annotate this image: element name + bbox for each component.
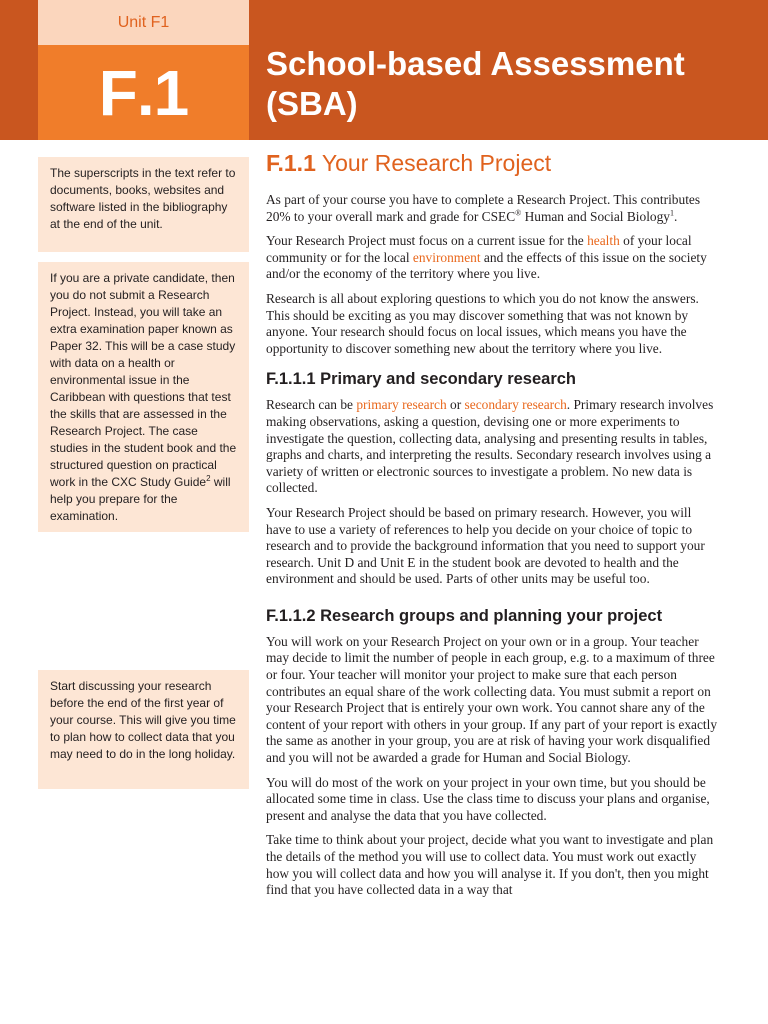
text-run: As part of your course you have to complete a Research Project. This contributes 20% to your overall mark and grade for CSEC	[266, 192, 701, 224]
research-groups-paragraph-3: Take time to think about your project, decide what you want to investigate and plan the details of the method you will use to collect data. You must work out exactly how you will collect data and how you will analyse it. If you don't, then you might find that you have collected data in a way that	[266, 832, 714, 898]
text-run: .	[674, 208, 678, 224]
superscript-ref: 1	[670, 208, 675, 218]
text-run: Your Research Project must focus on a current issue for the	[266, 233, 588, 249]
intro-paragraph-3: Research is all about exploring questions to which you do not know the answers. This should be exciting as you may discover something that was not known by anyone. Your research should focus on local issues, which means you have the opportunity to discover something new about the territory where you live.	[266, 290, 699, 356]
intro-paragraph-2	[266, 233, 718, 283]
keyword-health: health	[587, 233, 620, 249]
section-number: F.1.1	[266, 150, 316, 176]
unit-code-dot: .	[136, 56, 154, 129]
sidebar-note-text: will help you prepare for the examination.	[50, 475, 231, 523]
text-run: Human and Social Biology	[521, 208, 671, 224]
unit-label: Unit F1	[38, 0, 249, 45]
section-heading	[266, 148, 718, 178]
text-run: or	[446, 397, 465, 413]
subsection-heading-primary-secondary: F.1.1.1 Primary and secondary research	[266, 370, 577, 389]
unit-code-number: 1	[153, 56, 189, 129]
registered-mark: ®	[515, 208, 522, 218]
subsection-heading-research-groups: F.1.1.2 Research groups and planning your project	[266, 606, 663, 625]
text-run: . Primary research involves making observations, asking a question, devising one or more experiments to investigate the question, collecting data, analysing and presenting results in tables, graphs and charts, and interpreting the results. Secondary research involves using a variety of written or electronic sources to investigate a problem. No new data is collected.	[266, 397, 714, 496]
keyword-environment: environment	[412, 249, 481, 265]
sidebar-note-text: Start discussing your research before the end of the first year of your course. This will give you time to plan how to collect data that you may need to do in the long holiday.	[50, 679, 236, 761]
superscript-ref: 2	[206, 474, 211, 483]
main-content	[266, 148, 718, 907]
page-title: School-based Assessment (SBA)	[266, 45, 685, 122]
keyword-secondary-research: secondary research	[464, 397, 567, 413]
keyword-primary-research: primary research	[356, 397, 447, 413]
unit-code	[38, 45, 249, 140]
primary-secondary-paragraph-2: Your Research Project should be based on primary research. However, you will have to use a variety of references to help you decide on your choice of topic to research and to provide the background information that you need to support your research. Unit D and Unit E in the student book are devoted to health and the environment and should be used. Parts of other units may be useful too.	[266, 504, 705, 587]
research-groups-paragraph-2: You will do most of the work on your project in your own time, but you should be allocated some time in class. Use the class time to discuss your plans and organise, present and analyse the data that you have collected.	[266, 774, 710, 823]
text-run: of your local community or for the local	[266, 233, 692, 265]
text-run: and the effects of this issue on the society and/or the economy of the territory where you live.	[266, 249, 707, 282]
text-run: Research can be	[266, 397, 357, 413]
sidebar-note-superscripts	[38, 157, 249, 252]
sidebar-note-text: The superscripts in the text refer to documents, books, websites and software listed in the bibliography at the end of the unit.	[50, 166, 236, 231]
sidebar-note-private-candidate	[38, 262, 249, 532]
unit-code-letter: F	[98, 56, 137, 129]
section-title: Your Research Project	[321, 150, 552, 176]
sidebar-note-text: If you are a private candidate, then you do not submit a Research Project. Instead, you will take an extra examination paper known as Paper 32. This will be a case study with data on a health or environmental issue in the Caribbean with questions that test the skills that are assessed in the Research Project. The case studies in the student book and the structured question on practical work in the CXC Study Guide	[50, 271, 237, 489]
intro-paragraph-1	[266, 192, 718, 225]
research-groups-paragraph-1: You will work on your Research Project on your own or in a group. Your teacher may decide to limit the number of people in each group, e.g. to a maximum of three or four. Your teacher will monitor your project to make sure that each person contributes an equal share of the work collecting data. You must submit a report on your Research Project that is entirely your own work. You cannot share any of the content of your report with others in your group. If any part of your report is exactly the same as another in your group, you are at risk of having your work disqualified and you will not be awarded a grade for Human and Social Biology.	[266, 633, 718, 766]
sidebar-note-start-discussing	[38, 670, 249, 789]
primary-secondary-paragraph-1	[266, 397, 718, 497]
